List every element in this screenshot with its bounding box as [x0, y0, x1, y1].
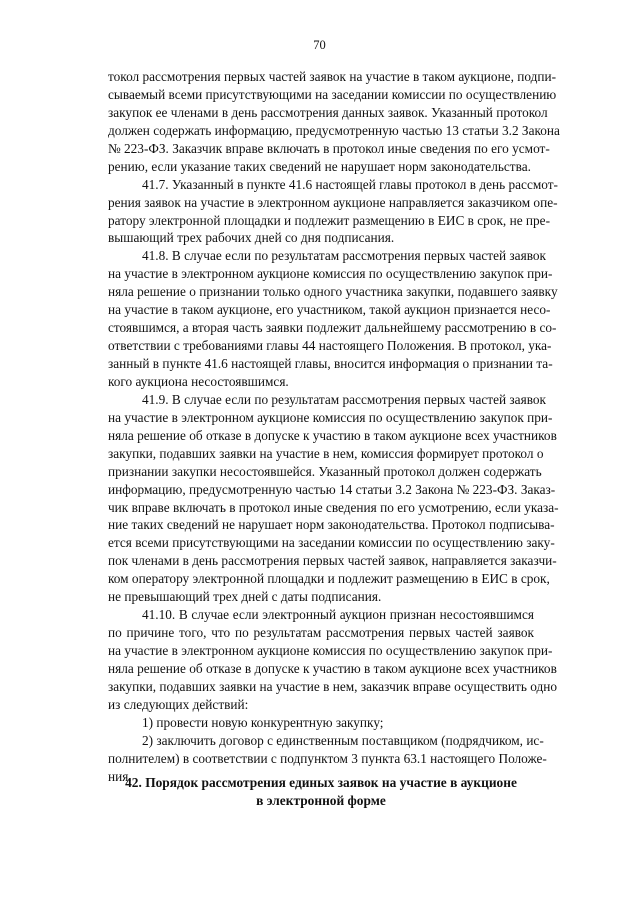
document-body	[108, 68, 560, 786]
text-line: ния.	[108, 768, 132, 784]
text-line: информацию, предусмотренную частью 14 статьи 3.2 Закона № 223-ФЗ. Заказ-	[108, 481, 556, 497]
text-line: няла решение об отказе в допуске к участию в таком аукционе всех участников	[108, 427, 557, 443]
text-line: на участие в электронном аукционе комиссия по осуществлению закупок при-	[108, 643, 553, 658]
text-line: на участие в электронном аукционе комиссия по осуществлению закупок при-	[108, 409, 553, 425]
section-heading-line-1: 42. Порядок рассмотрения единых заявок на участие в аукционе	[125, 775, 517, 790]
page-number: 70	[313, 38, 326, 52]
text-line: 41.9. В случае если по результатам рассмотрения первых частей заявок	[142, 391, 546, 407]
text-line: токол рассмотрения первых частей заявок на участие в таком аукционе, подпи-	[108, 69, 557, 84]
text-line: должен содержать информацию, предусмотренную частью 13 статьи 3.2 Закона	[108, 122, 560, 138]
text-line: признании закупки несостоявшейся. Указанный протокол должен содержать	[108, 463, 542, 479]
text-line: ратору электронной площадки и подлежит размещению в ЕИС в срок, не пре-	[108, 212, 551, 228]
text-line: по причине того, что по результатам рассмотрения первых частей заявок	[108, 625, 534, 641]
text-line: пок членами в день рассмотрения первых частей заявок, направляется заказчи-	[108, 553, 557, 569]
text-line: ответствии с требованиями главы 44 настоящего Положения. В протокол, ука-	[108, 338, 552, 354]
text-line: кого аукциона несостоявшимся.	[108, 373, 289, 389]
text-line: закупки, подавших заявки на участие в нем, заказчик вправе осуществить одно	[108, 678, 558, 694]
text-line: 1) провести новую конкурентную закупку;	[142, 714, 384, 730]
text-line: няла решение о признании только одного участника закупки, подавшего заявку	[108, 284, 558, 300]
text-line: 41.7. Указанный в пункте 41.6 настоящей главы протокол в день рассмот-	[142, 176, 558, 192]
text-line: чик вправе включать в протокол иные сведения по его усмотрению, если указа-	[108, 499, 559, 515]
text-line: на участие в электронном аукционе комиссия по осуществлению закупок при-	[108, 266, 553, 282]
text-line: закупки, подавших заявки на участие в нем, комиссия формирует протокол о	[108, 445, 544, 461]
text-line: № 223-ФЗ. Заказчик вправе включать в протокол иные сведения по его усмот-	[108, 140, 550, 156]
text-line: вышающий трех рабочих дней со дня подписания.	[108, 230, 395, 246]
text-line: стоявшимся, а вторая часть заявки подлежит дальнейшему рассмотрению в со-	[108, 320, 557, 336]
text-line: 41.8. В случае если по результатам рассмотрения первых частей заявок	[142, 248, 546, 264]
text-line: сываемый всеми присутствующими на заседании комиссии по осуществлению	[108, 86, 557, 102]
text-line: на участие в таком аукционе, его участником, такой аукцион признается несо-	[108, 302, 551, 318]
text-line: полнителем) в соответствии с подпунктом 3 пункта 63.1 настоящего Положе-	[108, 750, 547, 766]
text-line: занный в пункте 41.6 настоящей главы, вносится информация о признании та-	[108, 356, 553, 371]
text-line: 2) заключить договор с единственным поставщиком (подрядчиком, ис-	[142, 732, 544, 748]
text-line: не превышающий трех дней с даты подписания.	[108, 589, 382, 605]
text-line: 41.10. В случае если электронный аукцион признан несостоявшимся	[142, 607, 534, 623]
text-line: ние таких сведений не нарушает норм законодательства. Протокол подписыва-	[108, 517, 555, 533]
text-line: няла решение об отказе в допуске к участию в таком аукционе всех участников	[108, 660, 557, 676]
text-line: ется всеми присутствующими на заседании комиссии по осуществлению заку-	[108, 535, 555, 551]
text-line: закупок ее членами в день рассмотрения данных заявок. Указанный протокол	[108, 104, 548, 120]
text-line: рению, если указание таких сведений не нарушает норм законодательства.	[108, 158, 531, 174]
text-line: рения заявок на участие в электронном аукционе направляется заказчиком опе-	[108, 194, 558, 210]
text-line: из следующих действий:	[108, 696, 249, 712]
section-heading	[108, 774, 534, 810]
text-line: ком оператору электронной площадки и подлежит размещению в ЕИС в срок,	[108, 571, 550, 587]
section-heading-line-2: в электронной форме	[256, 793, 386, 808]
